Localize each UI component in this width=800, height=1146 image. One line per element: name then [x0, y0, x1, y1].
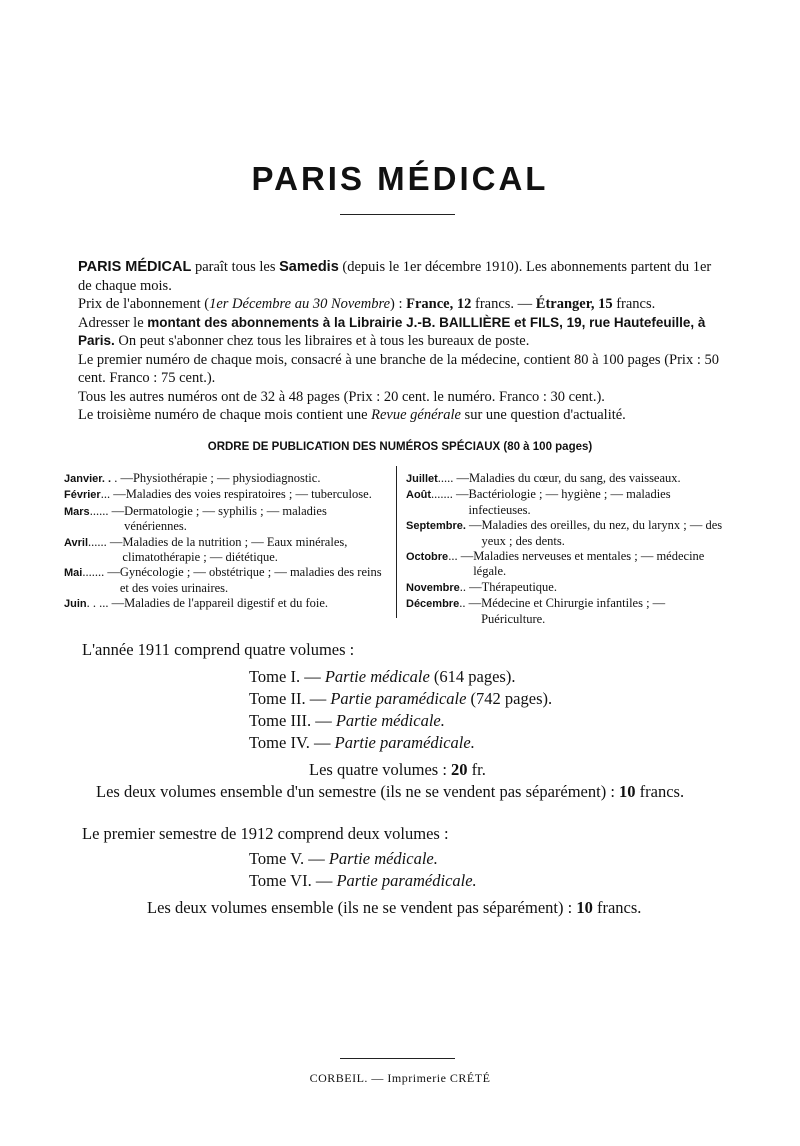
intro-paragraph-6	[78, 406, 728, 425]
month-topics: Médecine et Chirurgie infantiles ; — Puériculture.	[481, 596, 666, 626]
month-name: Décembre	[406, 598, 460, 611]
month-topics: Maladies de l'appareil digestif et du foie.	[124, 596, 329, 611]
month-name: Mai	[64, 567, 83, 580]
price-etranger: Étranger, 15	[535, 296, 613, 312]
page-title: PARIS MÉDICAL	[251, 160, 549, 197]
month-row	[406, 596, 732, 627]
intro-paragraph-1	[78, 258, 728, 295]
text: Le troisième numéro de chaque mois contient une	[78, 407, 372, 423]
intro-paragraph-5: Tous les autres numéros ont de 32 à 48 pages (Prix : 20 cent. le numéro. Franco : 30 cent.).	[78, 388, 605, 405]
month-label	[406, 518, 482, 549]
text: sur une question d'actualité.	[460, 407, 626, 423]
month-topics: Maladies nerveuses et mentales ; — médecine légale.	[473, 549, 705, 579]
price-value: 20	[451, 760, 468, 779]
month-row	[64, 471, 390, 487]
month-row	[406, 580, 732, 596]
month-name: Juin	[64, 598, 87, 611]
leader-dots: ... —	[448, 549, 474, 564]
leader-dots: .. —	[459, 579, 482, 594]
text: ) :	[390, 296, 407, 312]
month-topics: Maladies des oreilles, du nez, du larynx ; — des yeux ; des dents.	[481, 518, 723, 548]
month-name: Avril	[64, 536, 89, 549]
intro-paragraph-3	[78, 314, 728, 351]
month-name: Août	[406, 489, 432, 502]
year-1911-heading: L'année 1911 comprend quatre volumes :	[82, 640, 355, 659]
month-name: Mars	[64, 505, 90, 518]
title-rule	[340, 214, 455, 215]
tome-label: Tome I. —	[249, 667, 325, 686]
tome-title: Partie paramédicale	[330, 689, 467, 708]
tome-title: Partie médicale.	[335, 711, 445, 730]
text: 1er Décembre au 30 Novembre	[209, 296, 391, 312]
text: Les deux volumes ensemble (ils ne se vendent pas séparément) :	[147, 898, 577, 917]
price-france: France, 12	[406, 296, 472, 312]
year-1912-heading: Le premier semestre de 1912 comprend deux volumes :	[82, 824, 449, 843]
month-label	[64, 471, 133, 487]
month-label	[406, 471, 469, 487]
tome-line	[249, 870, 477, 892]
year-1911-semester-price	[96, 782, 684, 802]
leader-dots: ...... —	[88, 534, 123, 549]
month-row	[64, 565, 390, 596]
year-1912-price	[147, 898, 641, 918]
months-left-column	[64, 471, 390, 613]
month-label	[406, 580, 482, 596]
leader-dots: .. —	[459, 596, 482, 611]
publisher-address: montant des abonnements à la Librairie J.-B. BAILLIÈRE et FILS, 19, rue Hautefeuille, à Paris.	[78, 314, 706, 348]
tome-line	[249, 710, 552, 732]
leader-dots: ...... —	[89, 503, 125, 518]
month-label	[64, 504, 124, 535]
tome-label: Tome III. —	[249, 711, 336, 730]
tome-label: Tome V. —	[249, 849, 329, 868]
month-name: Septembre.	[406, 520, 466, 533]
tome-line	[249, 688, 552, 710]
leader-dots: ... —	[100, 487, 126, 502]
month-topics: Maladies du cœur, du sang, des vaisseaux.	[469, 471, 681, 485]
month-label	[64, 487, 126, 503]
month-topics: Dermatologie ; — syphilis ; — maladies vénériennes.	[124, 503, 327, 534]
tome-title: Partie paramédicale.	[334, 733, 475, 752]
month-name: Janvier. .	[64, 473, 112, 485]
month-row	[406, 471, 732, 487]
text: paraît tous les	[191, 259, 280, 275]
price-value: 10	[576, 898, 593, 917]
year-1912-tomes	[249, 848, 477, 892]
tome-label: Tome II. —	[249, 689, 331, 708]
month-row	[64, 535, 390, 566]
month-label	[406, 596, 481, 627]
month-row	[406, 518, 732, 549]
month-topics: Physiothérapie ; — physiodiagnostic.	[132, 471, 321, 485]
month-row	[406, 487, 732, 518]
month-label	[64, 535, 122, 566]
month-topics: Thérapeutique.	[481, 579, 557, 594]
month-label	[406, 549, 473, 580]
tome-title: Partie médicale	[324, 667, 430, 686]
month-name: Novembre	[406, 581, 460, 594]
tome-line	[249, 848, 477, 870]
tome-title: Partie paramédicale.	[336, 871, 477, 890]
year-1911-price	[309, 760, 486, 780]
intro-paragraph-2	[78, 295, 728, 314]
text: (depuis le 1er décembre 1910). Les abonnements partent du 1er de chaque mois.	[78, 259, 712, 294]
month-topics: Maladies de la nutrition ; — Eaux minérales, climatothérapie ; — diététique.	[122, 534, 348, 565]
month-topics: Gynécologie ; — obstétrique ; — maladies des reins et des voies urinaires.	[119, 565, 382, 595]
month-row	[64, 504, 390, 535]
leader-dots: . . ... —	[86, 596, 125, 611]
month-name: Juillet	[406, 473, 438, 485]
tome-title: Partie médicale.	[328, 849, 438, 868]
leader-dots: ..... —	[437, 471, 470, 485]
month-row	[64, 487, 390, 503]
year-1911-tomes	[249, 666, 552, 754]
tome-line	[249, 666, 552, 688]
text: Les deux volumes ensemble d'un semestre (ils ne se vendent pas séparément) :	[96, 782, 620, 801]
tome-pages: (614 pages).	[429, 667, 516, 686]
text: Prix de l'abonnement (	[78, 296, 210, 312]
text: Revue générale	[371, 407, 461, 423]
text: francs. —	[471, 296, 536, 312]
text: On peut s'abonner chez tous les libraires et à tous les bureaux de poste.	[114, 333, 530, 349]
leader-dots: ....... —	[82, 565, 120, 580]
printer-footer: CORBEIL. — Imprimerie CRÉTÉ	[309, 1071, 491, 1085]
month-topics: Bactériologie ; — hygiène ; — maladies infectieuses.	[468, 487, 671, 517]
text: francs.	[635, 782, 685, 801]
text: fr.	[467, 760, 486, 779]
text: francs.	[612, 296, 656, 312]
leader-dots: . —	[111, 471, 133, 485]
tome-line	[249, 732, 552, 754]
text: Adresser le	[78, 314, 148, 331]
samedis: Samedis	[279, 259, 339, 275]
special-issues-heading: ORDRE DE PUBLICATION DES NUMÉROS SPÉCIAUX (80 à 100 pages)	[207, 441, 593, 453]
footer-rule	[340, 1058, 455, 1059]
leader-dots: —	[465, 518, 482, 533]
month-label	[406, 487, 469, 518]
month-label	[64, 596, 124, 612]
month-name: Février	[64, 489, 101, 502]
month-label	[64, 565, 120, 596]
text: Les quatre volumes :	[309, 760, 452, 779]
tome-pages: (742 pages).	[466, 689, 553, 708]
price-value: 10	[619, 782, 636, 801]
leader-dots: ....... —	[431, 487, 469, 502]
tome-label: Tome VI. —	[249, 871, 337, 890]
month-row	[64, 596, 390, 612]
month-row	[406, 549, 732, 580]
intro-paragraph-4: Le premier numéro de chaque mois, consacré à une branche de la médecine, contient 80 à 100 pages (Prix : 50 cent. Franco : 75 cent.).	[78, 351, 719, 386]
month-topics: Maladies des voies respiratoires ; — tuberculose.	[125, 487, 372, 502]
intro-text	[78, 258, 728, 425]
months-right-column	[406, 471, 732, 627]
column-divider	[396, 466, 397, 618]
text: francs.	[592, 898, 642, 917]
brand-name: PARIS MÉDICAL	[78, 259, 192, 275]
month-name: Octobre	[406, 551, 449, 564]
tome-label: Tome IV. —	[249, 733, 335, 752]
